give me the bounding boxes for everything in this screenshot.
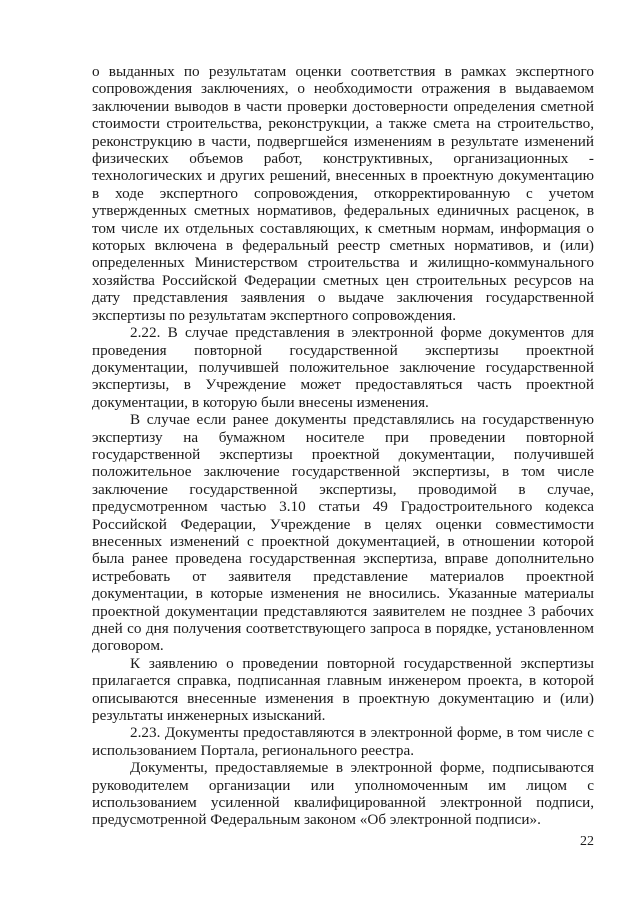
paragraph-continuation: о выданных по результатам оценки соответствия в рамках экспертного сопровождения заключениях, о необходимости отражения в выдаваемом заключении выводов в части проверки достоверности определения сметной стоимости строительства, реконструкции, а также смета на строительство, реконструкцию в части, подвергшейся изменениям в результате изменений физических объемов работ, конструктивных, организационных - технологических и других решений, внесенных в проектную документацию в ходе экспертного сопровождения, откорректированную с учетом утвержденных сметных нормативов, федеральных единичных расценок, в том числе их отдельных составляющих, к сметным нормам, информация о которых включена в федеральный реестр сметных нормативов, и (или) определенных Министерством строительства и жилищно-коммунального хозяйства Российской Федерации сметных цен строительных ресурсов на дату представления заявления о выдаче заключения государственной экспертизы по результатам экспертного сопровождения.	[92, 63, 594, 324]
document-body	[92, 63, 594, 829]
paragraph-application-certificate: К заявлению о проведении повторной государственной экспертизы прилагается справка, подписанная главным инженером проекта, в которой описываются внесенные изменения в проектную документацию и (или) результаты инженерных изысканий.	[92, 654, 594, 725]
paragraph-2-23: 2.23. Документы предоставляются в электронной форме, в том числе с использованием Портала, регионального реестра.	[92, 724, 594, 759]
page-number: 22	[580, 834, 594, 849]
paragraph-electronic-signature: Документы, предоставляемые в электронной форме, подписываются руководителем организации или уполномоченным им лицом с использованием усиленной квалифицированной электронной подписи, предусмотренной Федеральным законом «Об электронной подписи».	[92, 759, 594, 829]
paragraph-2-22: 2.22. В случае представления в электронной форме документов для проведения повторной государственной экспертизы проектной документации, получившей положительное заключение государственной экспертизы, в Учреждение может предоставляться часть проектной документации, в которую были внесены изменения.	[92, 324, 594, 411]
paragraph-paper-documents: В случае если ранее документы представлялись на государственную экспертизу на бумажном носителе при проведении повторной государственной экспертизы проектной документации, получившей положительное заключение государственной экспертизы, в том числе заключение государственной экспертизы, проводимой в случае, предусмотренном частью 3.10 статьи 49 Градостроительного кодекса Российской Федерации, Учреждение в целях оценки совместимости внесенных изменений с проектной документацией, в отношении которой была ранее проведена государственная экспертиза, вправе дополнительно истребовать от заявителя представление материалов проектной документации, в которые изменения не вносились. Указанные материалы проектной документации представляются заявителем не позднее 3 рабочих дней со дня получения соответствующего запроса в порядке, установленном договором.	[92, 411, 594, 655]
